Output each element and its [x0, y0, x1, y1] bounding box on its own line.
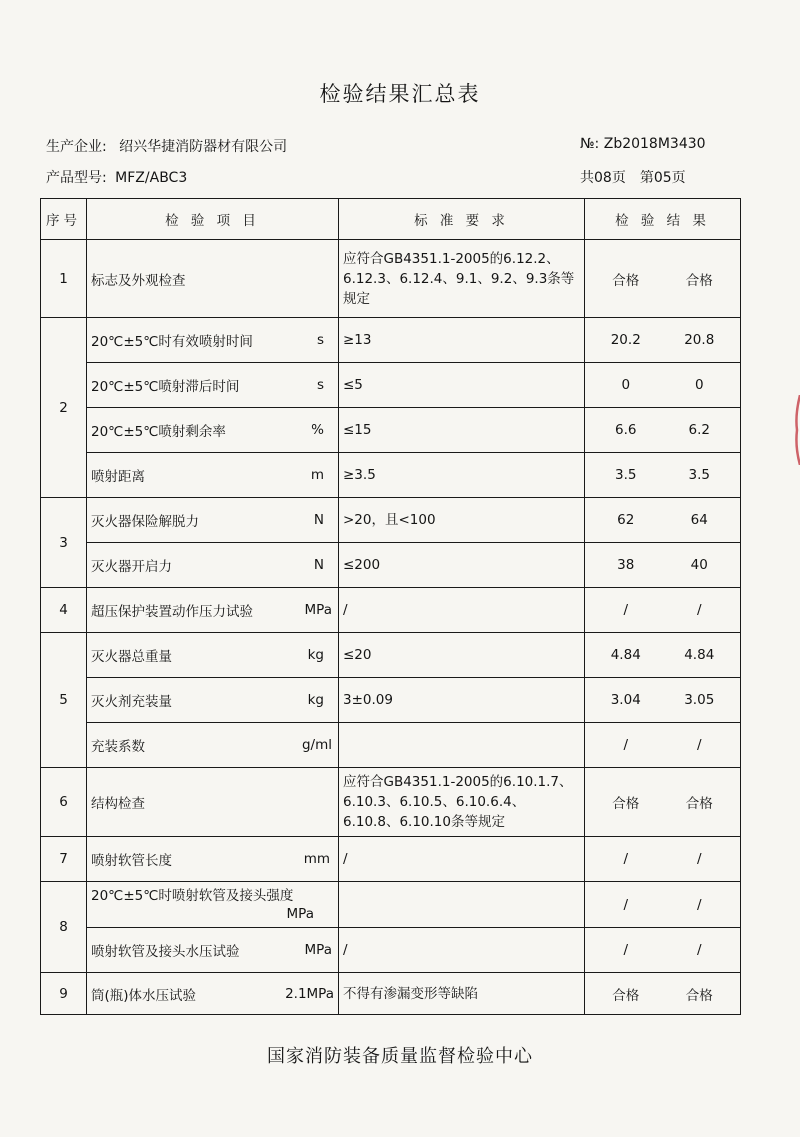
- row-item-cell: [87, 453, 339, 498]
- result-sample-1: 3.5: [615, 467, 637, 483]
- row-item-cell: [87, 768, 339, 837]
- result-sample-1: /: [623, 942, 629, 958]
- result-sample-2: /: [696, 896, 702, 913]
- row-item-cell: [87, 837, 339, 882]
- row-item-cell: [87, 928, 339, 973]
- row-standard: >20，且<100: [339, 498, 585, 543]
- row-unit: MPa: [304, 942, 332, 958]
- row-item-cell: [87, 363, 339, 408]
- result-sample-2: 20.8: [684, 332, 715, 348]
- row-standard: ≤200: [339, 543, 585, 588]
- result-sample-1: 20.2: [610, 332, 641, 348]
- model-label: 产品型号:: [46, 170, 107, 186]
- row-seq: 4: [41, 588, 87, 633]
- result-sample-2: 64: [690, 512, 708, 528]
- row-seq: 6: [41, 768, 87, 837]
- row-seq: 5: [41, 633, 87, 768]
- table-row: [41, 498, 741, 543]
- model-line: [46, 167, 187, 187]
- row-item: 灭火器保险解脱力: [91, 514, 199, 530]
- row-item: 标志及外观检查: [91, 272, 186, 289]
- header-seq: 序号: [41, 199, 87, 240]
- row-standard: /: [339, 837, 585, 882]
- row-unit: s: [316, 377, 324, 393]
- row-standard: ≥13: [339, 318, 585, 363]
- header-item: 检 验 项 目: [87, 199, 339, 240]
- row-standard: ≤15: [339, 408, 585, 453]
- table-row: [41, 678, 741, 723]
- result-sample-2: /: [696, 851, 702, 867]
- row-standard: [339, 723, 585, 768]
- row-seq: 3: [41, 498, 87, 588]
- table-row: [41, 928, 741, 973]
- page-count: 共08页 第05页: [580, 170, 686, 186]
- row-results: [585, 837, 741, 882]
- row-unit: kg: [307, 692, 324, 708]
- report-number: №: Zb2018M3430: [580, 136, 706, 152]
- result-sample-1: 3.04: [610, 692, 641, 708]
- row-item-cell: [87, 882, 339, 928]
- result-sample-2: 6.2: [688, 422, 710, 438]
- row-item-cell: [87, 723, 339, 768]
- row-item: 灭火剂充装量: [91, 694, 172, 710]
- result-sample-2: 3.5: [688, 467, 710, 483]
- row-results: [585, 453, 741, 498]
- row-standard: ≥3.5: [339, 453, 585, 498]
- result-sample-2: 40: [690, 557, 708, 573]
- row-results: [585, 318, 741, 363]
- row-item: 超压保护装置动作压力试验: [91, 604, 253, 620]
- result-sample-2: 合格: [685, 796, 713, 812]
- row-unit: N: [313, 512, 324, 528]
- row-unit: 2.1MPa: [285, 985, 334, 1002]
- row-standard: 不得有渗漏变形等缺陷: [339, 973, 585, 1015]
- table-row: [41, 882, 741, 928]
- row-seq: 7: [41, 837, 87, 882]
- row-standard: [339, 882, 585, 928]
- row-standard: ≤5: [339, 363, 585, 408]
- result-sample-1: /: [623, 896, 629, 913]
- row-item: 喷射软管长度: [91, 853, 172, 869]
- table-row: [41, 318, 741, 363]
- result-sample-2: /: [696, 602, 702, 618]
- table-row: [41, 588, 741, 633]
- row-item: 灭火器开启力: [91, 559, 172, 575]
- row-unit: MPa: [304, 602, 332, 618]
- result-sample-2: /: [696, 942, 702, 958]
- result-sample-1: 0: [621, 377, 631, 393]
- page-title: 检验结果汇总表: [319, 82, 481, 106]
- row-results: [585, 240, 741, 318]
- seal-edge-mark: [794, 395, 800, 465]
- company-name: 绍兴华捷消防器材有限公司: [119, 139, 288, 155]
- row-results: [585, 882, 741, 928]
- result-sample-1: 合格: [612, 272, 640, 289]
- row-item: 20℃±5℃时喷射软管及接头强度: [91, 887, 294, 904]
- result-sample-1: /: [623, 851, 629, 867]
- row-item-cell: [87, 318, 339, 363]
- row-item-cell: [87, 543, 339, 588]
- row-standard: 应符合GB4351.1-2005的6.10.1.7、6.10.3、6.10.5、6.10.6.4、6.10.8、6.10.10条等规定: [339, 768, 585, 837]
- row-unit: m: [310, 467, 324, 483]
- row-item-cell: [87, 240, 339, 318]
- row-item: 20℃±5℃喷射剩余率: [91, 424, 226, 440]
- row-item: 筒(瓶)体水压试验: [91, 987, 197, 1004]
- result-sample-2: 合格: [685, 987, 713, 1004]
- company-label: 生产企业:: [46, 139, 107, 155]
- row-seq: 2: [41, 318, 87, 498]
- row-item-cell: [87, 633, 339, 678]
- row-results: [585, 723, 741, 768]
- row-item: 结构检查: [91, 796, 145, 812]
- result-sample-1: 合格: [612, 796, 640, 812]
- row-unit: mm: [303, 851, 330, 867]
- result-sample-2: 0: [694, 377, 704, 393]
- row-standard: /: [339, 928, 585, 973]
- result-sample-1: /: [623, 737, 629, 753]
- row-seq: 9: [41, 973, 87, 1015]
- row-unit: kg: [307, 647, 324, 663]
- table-row: [41, 363, 741, 408]
- row-standard: /: [339, 588, 585, 633]
- row-seq: 8: [41, 882, 87, 973]
- row-results: [585, 543, 741, 588]
- company-line: [46, 136, 287, 156]
- result-sample-1: 38: [617, 557, 635, 573]
- row-unit: s: [316, 332, 324, 348]
- result-sample-1: /: [623, 602, 629, 618]
- row-standard: ≤20: [339, 633, 585, 678]
- row-item: 20℃±5℃喷射滞后时间: [91, 379, 240, 395]
- row-results: [585, 363, 741, 408]
- row-results: [585, 408, 741, 453]
- row-seq: 1: [41, 240, 87, 318]
- row-item-cell: [87, 498, 339, 543]
- table-header-row: [41, 199, 741, 240]
- row-results: [585, 678, 741, 723]
- issuer-footer: 国家消防装备质量监督检验中心: [267, 1046, 533, 1067]
- table-row: [41, 453, 741, 498]
- result-sample-1: 62: [617, 512, 635, 528]
- table-row: [41, 837, 741, 882]
- row-item-cell: [87, 973, 339, 1015]
- header-result: 检 验 结 果: [585, 199, 741, 240]
- row-item: 灭火器总重量: [91, 649, 172, 665]
- result-sample-2: 4.84: [684, 647, 715, 663]
- result-sample-2: 3.05: [684, 692, 715, 708]
- row-item: 充装系数: [91, 739, 145, 755]
- table-row: [41, 768, 741, 837]
- table-row: [41, 973, 741, 1015]
- row-unit: N: [313, 557, 324, 573]
- row-item: 喷射距离: [91, 469, 145, 485]
- row-item-cell: [87, 408, 339, 453]
- results-table: [40, 198, 741, 1015]
- row-item-cell: [87, 588, 339, 633]
- header-standard: 标 准 要 求: [339, 199, 585, 240]
- row-unit: g/ml: [301, 737, 332, 753]
- table-row: [41, 543, 741, 588]
- row-item: 20℃±5℃时有效喷射时间: [91, 334, 253, 350]
- row-results: [585, 498, 741, 543]
- table-row: [41, 240, 741, 318]
- result-sample-2: 合格: [685, 272, 713, 289]
- row-standard: 3±0.09: [339, 678, 585, 723]
- row-standard: 应符合GB4351.1-2005的6.12.2、6.12.3、6.12.4、9.1、9.2、9.3条等规定: [339, 240, 585, 318]
- result-sample-1: 合格: [612, 987, 640, 1004]
- table-row: [41, 723, 741, 768]
- row-results: [585, 768, 741, 837]
- row-item: 喷射软管及接头水压试验: [91, 944, 240, 960]
- row-results: [585, 928, 741, 973]
- result-sample-1: 6.6: [615, 422, 637, 438]
- row-item-cell: [87, 678, 339, 723]
- result-sample-2: /: [696, 737, 702, 753]
- row-results: [585, 633, 741, 678]
- result-sample-1: 4.84: [610, 647, 641, 663]
- row-results: [585, 973, 741, 1015]
- row-unit: %: [311, 422, 324, 438]
- model-value: MFZ/ABC3: [115, 170, 188, 186]
- row-unit: MPa: [286, 905, 314, 922]
- row-results: [585, 588, 741, 633]
- table-row: [41, 633, 741, 678]
- table-row: [41, 408, 741, 453]
